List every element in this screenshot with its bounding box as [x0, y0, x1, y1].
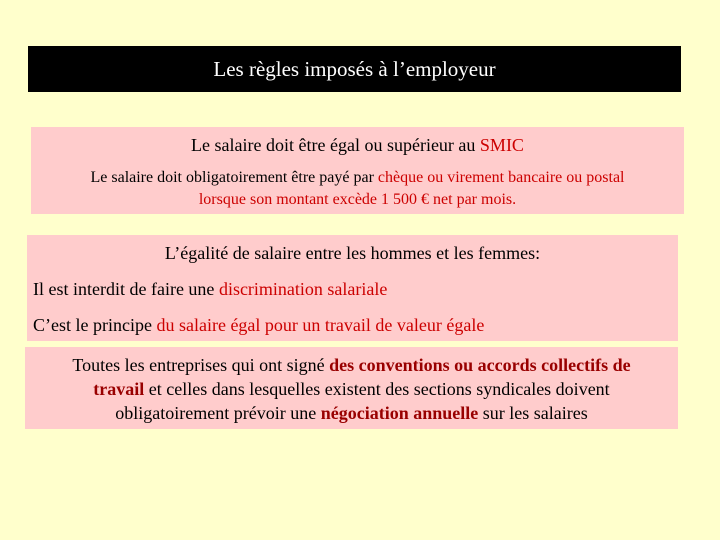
- negotiation-line-1: [25, 355, 678, 376]
- negotiation-box: [25, 347, 678, 429]
- negotiation-line-2: [25, 379, 678, 400]
- travail-highlight: travail: [93, 379, 145, 399]
- negotiation-text-1: Toutes les entreprises qui ont signé: [72, 355, 330, 375]
- equal-value-line: [33, 315, 484, 336]
- payment-method-highlight: chèque ou virement bancaire ou postal: [377, 169, 625, 186]
- collective-agreements-highlight: des conventions ou accords collectifs de: [329, 355, 631, 375]
- smic-rule-text: Le salaire doit être égal ou supérieur au: [191, 135, 480, 155]
- equal-pay-heading-text: L’égalité de salaire entre les hommes et les femmes:: [164, 243, 541, 263]
- equal-value-highlight: du salaire égal pour un travail de valeur égale: [156, 315, 485, 335]
- negotiation-line-3: [25, 403, 678, 424]
- negotiation-text-2: et celles dans lesquelles existent des sections syndicales doivent: [144, 379, 610, 399]
- payment-threshold-line: [31, 191, 684, 209]
- negotiation-text-3: obligatoirement prévoir une: [115, 403, 321, 423]
- discrimination-text: Il est interdit de faire une: [33, 279, 219, 299]
- discrimination-highlight: discrimination salariale: [218, 279, 388, 299]
- smic-rule-line: [31, 135, 684, 156]
- equal-pay-heading: [27, 243, 678, 264]
- annual-negotiation-highlight: négociation annuelle: [320, 403, 479, 423]
- discrimination-line: [33, 279, 387, 300]
- slide-title: [28, 46, 681, 92]
- payment-rule-text: Le salaire doit obligatoirement être payé par: [90, 169, 378, 186]
- smic-highlight: SMIC: [479, 135, 524, 155]
- equal-pay-box: [27, 235, 678, 341]
- payment-rule-line: [31, 169, 684, 187]
- salary-minimum-box: [31, 127, 684, 214]
- payment-threshold-text: lorsque son montant excède 1 500 € net par mois.: [198, 191, 517, 208]
- slide-title-text: Les règles imposés à l’employeur: [213, 56, 496, 81]
- equal-value-text: C’est le principe: [33, 315, 157, 335]
- negotiation-text-4: sur les salaires: [478, 403, 588, 423]
